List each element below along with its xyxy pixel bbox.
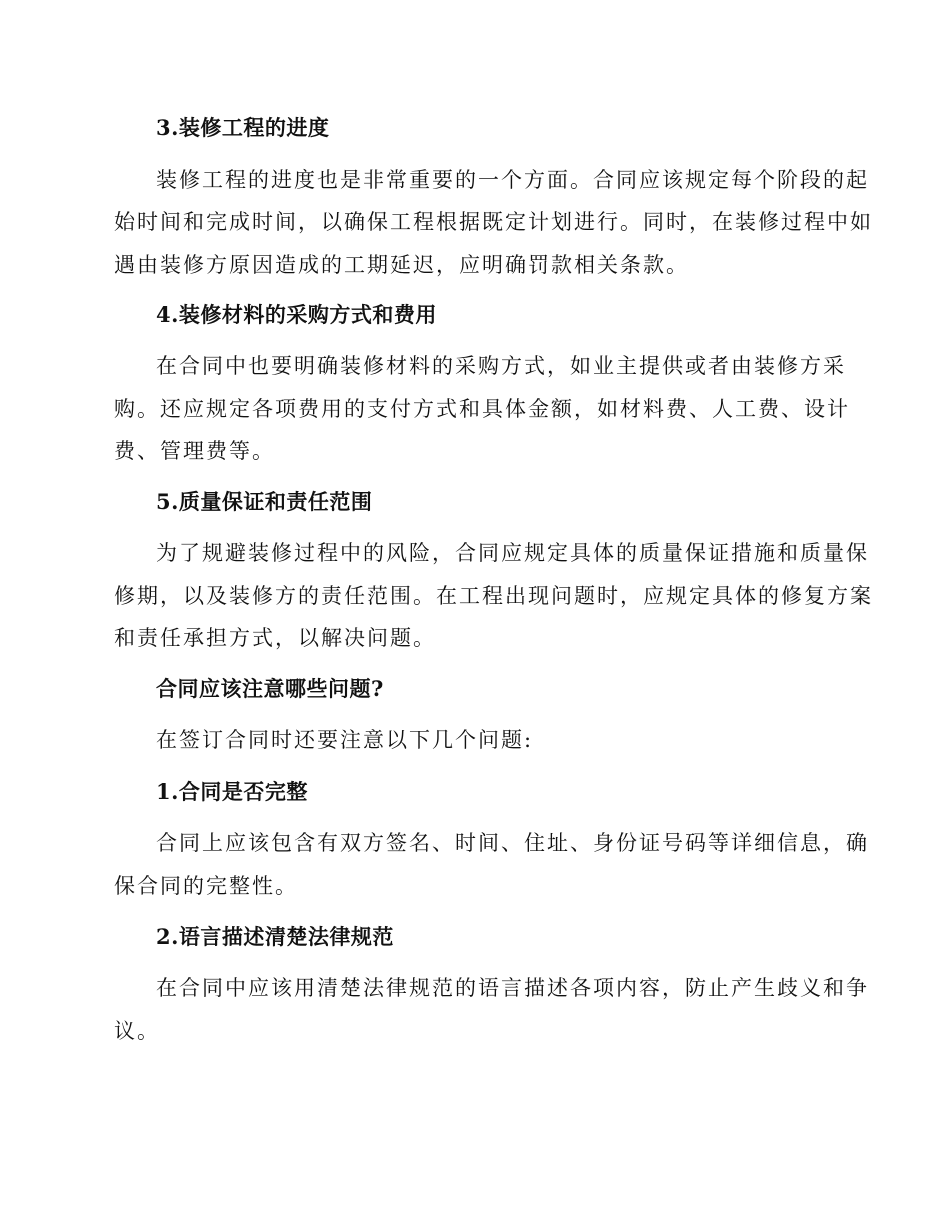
paragraph-line: 购。还应规定各项费用的支付方式和具体金额，如材料费、人工费、设计 (114, 397, 850, 421)
paragraph-line: 费、管理费等。 (114, 439, 275, 463)
paragraph-line: 保合同的完整性。 (114, 874, 298, 898)
paragraph-line: 在签订合同时还要注意以下几个问题: (156, 728, 534, 752)
paragraph-line: 为了规避装修过程中的风险，合同应规定具体的质量保证措施和质量保 (156, 541, 869, 565)
paragraph-line: 遇由装修方原因造成的工期延迟，应明确罚款相关条款。 (114, 253, 689, 277)
paragraph-line: 装修工程的进度也是非常重要的一个方面。合同应该规定每个阶段的起 (156, 168, 869, 192)
paragraph-line: 在合同中也要明确装修材料的采购方式，如业主提供或者由装修方采 (156, 354, 846, 378)
paragraph-line: 在合同中应该用清楚法律规范的语言描述各项内容，防止产生歧义和争 (156, 976, 869, 1000)
paragraph-line: 和责任承担方式，以解决问题。 (114, 626, 436, 650)
heading-quality: 5.质量保证和责任范围 (156, 489, 373, 514)
paragraph-line: 合同上应该包含有双方签名、时间、住址、身份证号码等详细信息，确 (156, 831, 869, 855)
heading-completeness: 1.合同是否完整 (156, 779, 308, 804)
paragraph-line: 修期，以及装修方的责任范围。在工程出现问题时，应规定具体的修复方案 (114, 584, 873, 608)
heading-language: 2.语言描述清楚法律规范 (156, 924, 394, 949)
heading-materials: 4.装修材料的采购方式和费用 (156, 302, 437, 327)
paragraph-line: 议。 (114, 1019, 160, 1043)
heading-notes: 合同应该注意哪些问题? (156, 676, 384, 701)
heading-progress: 3.装修工程的进度 (156, 115, 330, 140)
paragraph-line: 始时间和完成时间，以确保工程根据既定计划进行。同时，在装修过程中如 (114, 210, 873, 234)
